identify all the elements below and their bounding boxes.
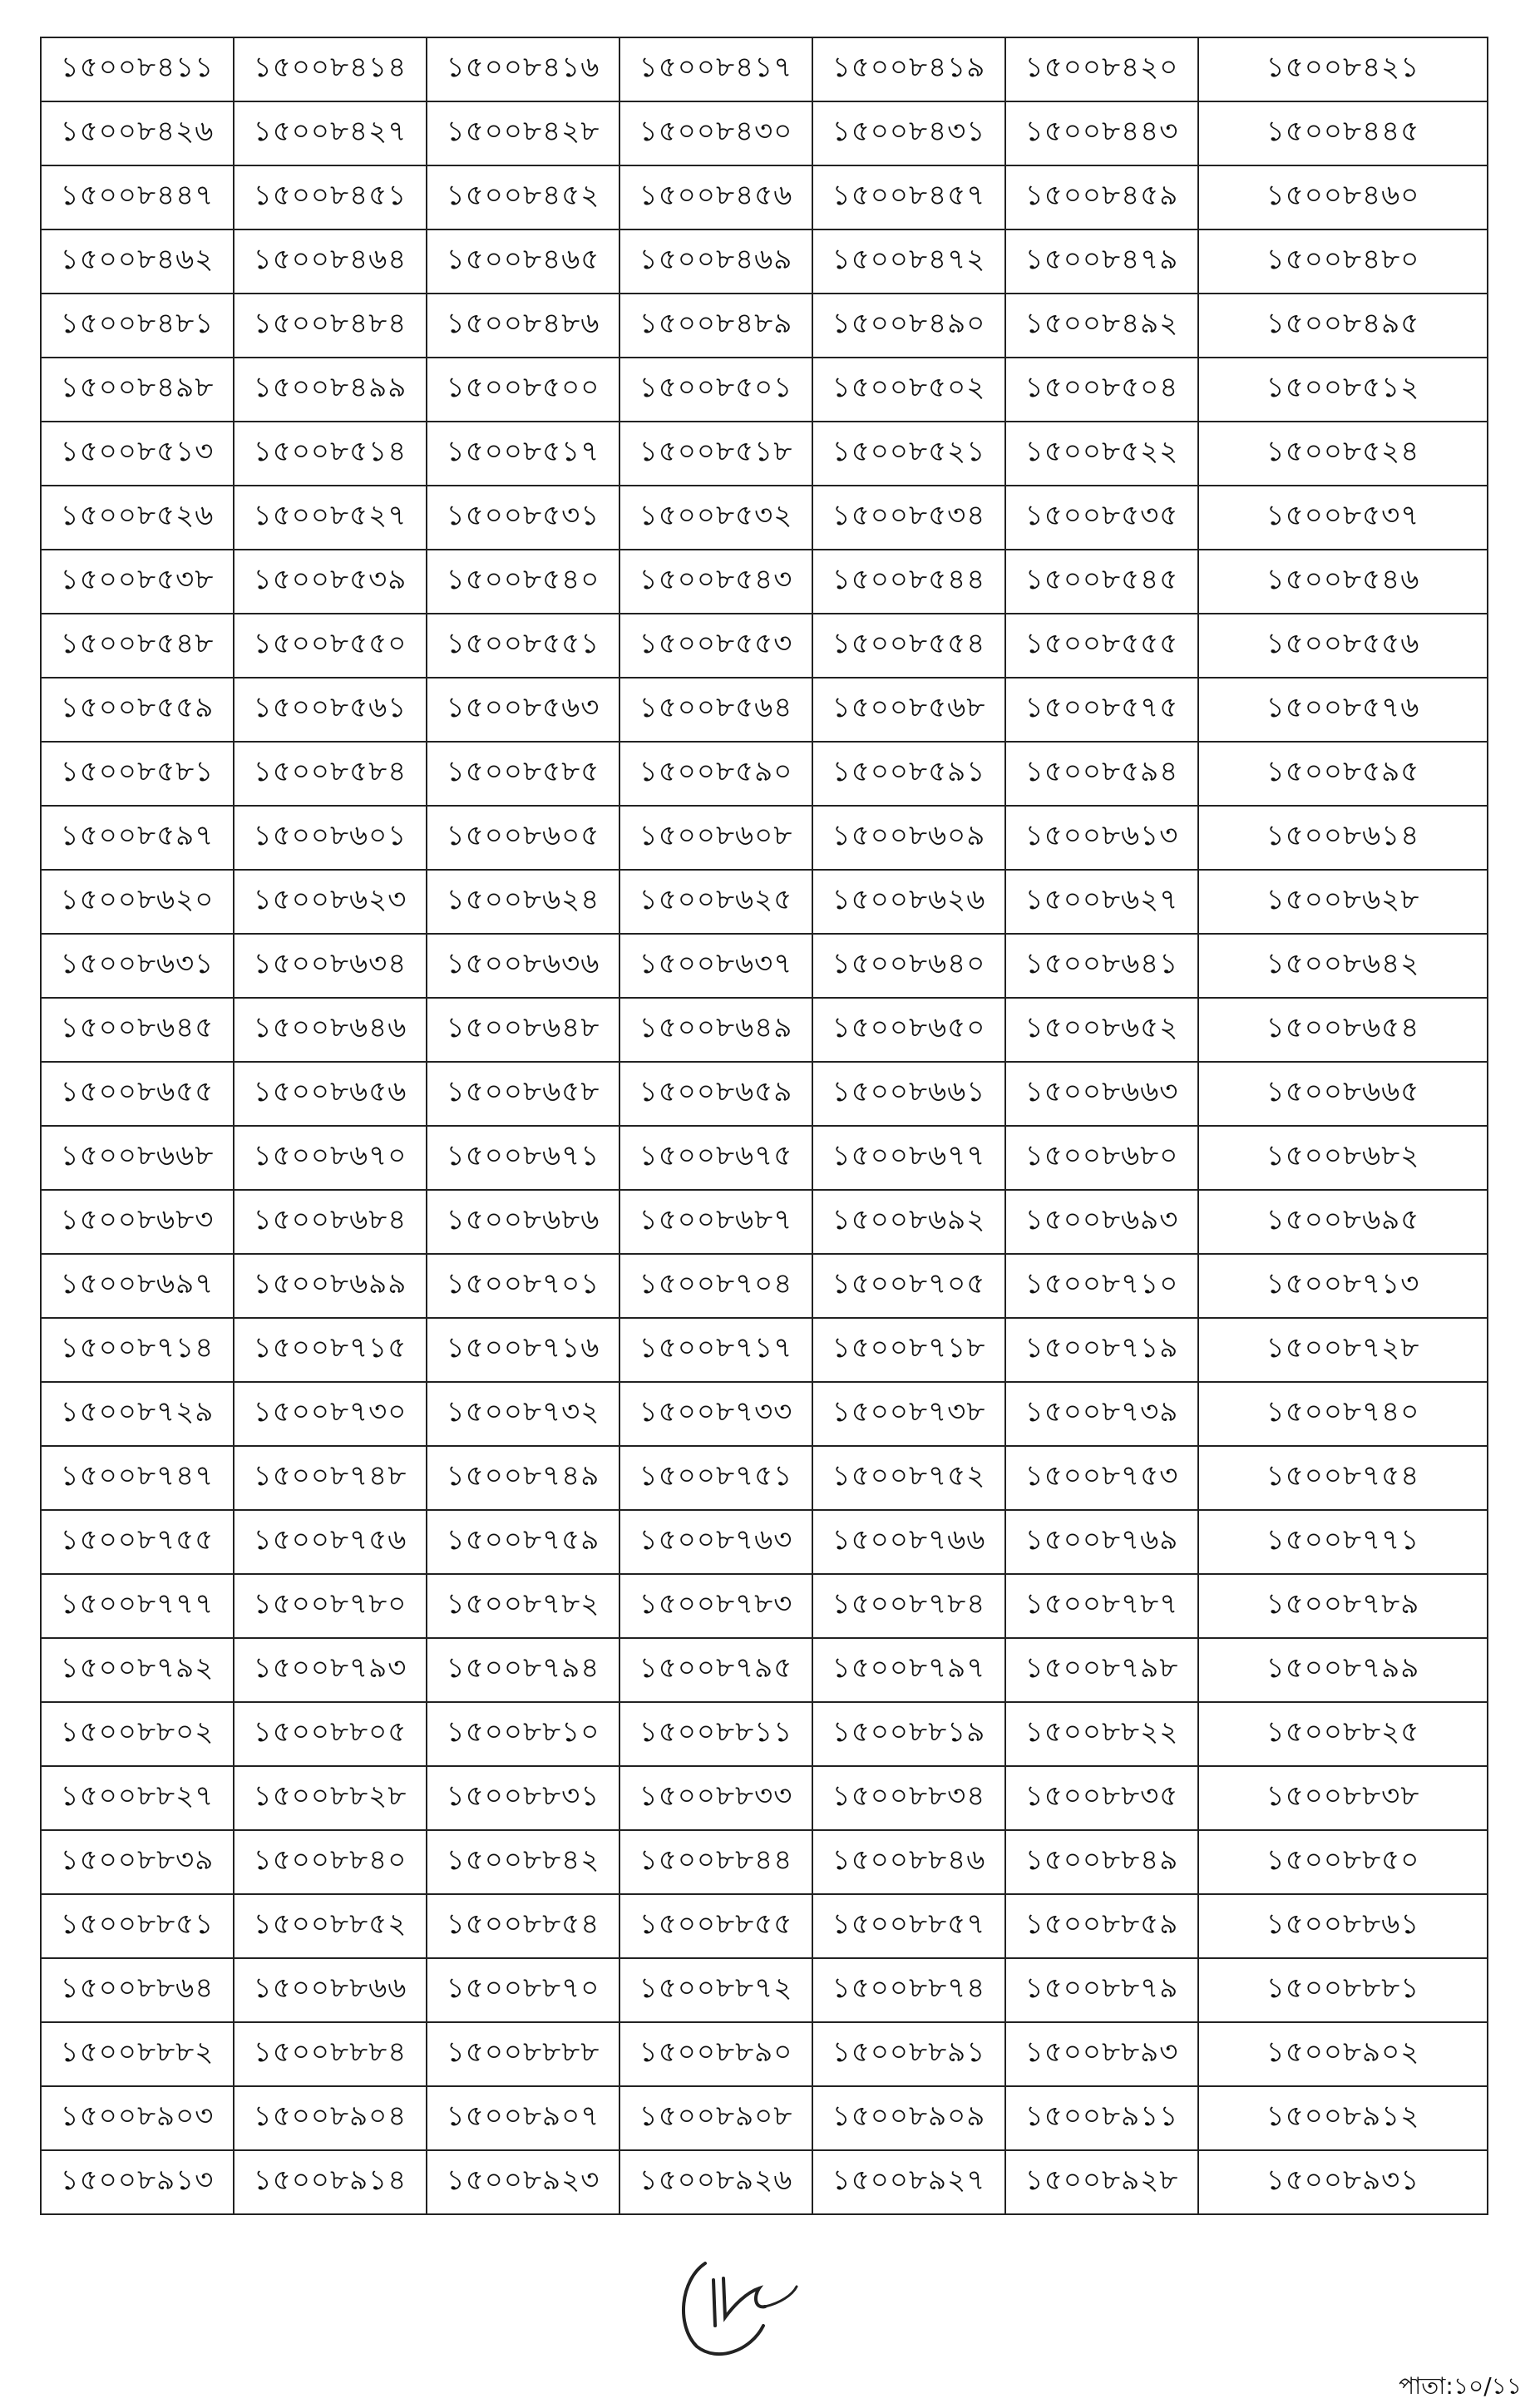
table-row — [41, 742, 1488, 806]
roll-number-cell: ১৫০০৮৪৪৩ — [1005, 101, 1198, 165]
table-row — [41, 1062, 1488, 1126]
roll-number-cell: ১৫০০৮৭৩৮ — [812, 1382, 1005, 1446]
roll-number-cell: ১৫০০৮৬৮৪ — [234, 1190, 427, 1254]
roll-number-cell: ১৫০০৮৬০১ — [234, 806, 427, 870]
roll-number-cell: ১৫০০৮৮৯৩ — [1005, 2022, 1198, 2086]
roll-number-cell: ১৫০০৮৪৩০ — [619, 101, 812, 165]
table-row — [41, 2150, 1488, 2214]
roll-number-cell: ১৫০০৮৮৪০ — [234, 1830, 427, 1894]
roll-number-cell: ১৫০০৮৭৯২ — [41, 1638, 234, 1702]
table-row — [41, 678, 1488, 742]
roll-number-cell: ১৫০০৮৭৯৫ — [619, 1638, 812, 1702]
roll-number-cell: ১৫০০৮৪৯৫ — [1198, 294, 1488, 358]
roll-number-cell: ১৫০০৮৬৮৬ — [427, 1190, 619, 1254]
roll-number-cell: ১৫০০৮৭০৪ — [619, 1254, 812, 1318]
roll-number-cell: ১৫০০৮৯১১ — [1005, 2086, 1198, 2150]
roll-number-cell: ১৫০০৮৬৮৩ — [41, 1190, 234, 1254]
roll-number-cell: ১৫০০৮৭৩০ — [234, 1382, 427, 1446]
table-row — [41, 806, 1488, 870]
roll-number-cell: ১৫০০৮৭৮০ — [234, 1574, 427, 1638]
roll-number-cell: ১৫০০৮৭৮৭ — [1005, 1574, 1198, 1638]
roll-number-cell: ১৫০০৮৪৯২ — [1005, 294, 1198, 358]
roll-number-cell: ১৫০০৮৭৯৯ — [1198, 1638, 1488, 1702]
roll-number-cell: ১৫০০৮৪৬০ — [1198, 165, 1488, 229]
roll-number-cell: ১৫০০৮৫১২ — [1198, 358, 1488, 422]
roll-number-cell: ১৫০০৮৫৫৩ — [619, 614, 812, 678]
roll-number-cell: ১৫০০৮৫৩৯ — [234, 550, 427, 614]
roll-number-cell: ১৫০০৮৯১২ — [1198, 2086, 1488, 2150]
roll-number-cell: ১৫০০৮৪৮৬ — [427, 294, 619, 358]
roll-number-cell: ১৫০০৮৭১৬ — [427, 1318, 619, 1382]
roll-number-cell: ১৫০০৮৪১৪ — [234, 37, 427, 101]
roll-number-cell: ১৫০০৮৪৪৭ — [41, 165, 234, 229]
roll-number-cell: ১৫০০৮৫২৭ — [234, 486, 427, 550]
table-row — [41, 101, 1488, 165]
roll-number-cell: ১৫০০৮৪৩১ — [812, 101, 1005, 165]
roll-number-cell: ১৫০০৮৪৮৪ — [234, 294, 427, 358]
roll-number-cell: ১৫০০৮৪৭৯ — [1005, 229, 1198, 294]
roll-number-cell: ১৫০০৮৮৭৪ — [812, 1958, 1005, 2022]
roll-number-cell: ১৫০০৮৮৭৯ — [1005, 1958, 1198, 2022]
roll-number-cell: ১৫০০৮৪৯৯ — [234, 358, 427, 422]
roll-number-cell: ১৫০০৮৮৮১ — [1198, 1958, 1488, 2022]
roll-number-cell: ১৫০০৮৭৯৭ — [812, 1638, 1005, 1702]
roll-number-cell: ১৫০০৮৮২৭ — [41, 1766, 234, 1830]
roll-number-cell: ১৫০০৮৫৬৪ — [619, 678, 812, 742]
roll-number-cell: ১৫০০৮৮৫১ — [41, 1894, 234, 1958]
roll-number-cell: ১৫০০৮৯১৩ — [41, 2150, 234, 2214]
roll-number-cell: ১৫০০৮৬৩১ — [41, 934, 234, 998]
roll-number-cell: ১৫০০৮৭৬৩ — [619, 1510, 812, 1574]
roll-number-cell: ১৫০০৮৭৫১ — [619, 1446, 812, 1510]
roll-number-cell: ১৫০০৮৮৫৪ — [427, 1894, 619, 1958]
roll-number-cell: ১৫০০৮৭৪৯ — [427, 1446, 619, 1510]
table-row — [41, 294, 1488, 358]
roll-number-cell: ১৫০০৮৮৪২ — [427, 1830, 619, 1894]
roll-number-cell: ১৫০০৮৫৫৬ — [1198, 614, 1488, 678]
table-row — [41, 1894, 1488, 1958]
roll-number-cell: ১৫০০৮৬৬৩ — [1005, 1062, 1198, 1126]
roll-number-cell: ১৫০০৮৪১৯ — [812, 37, 1005, 101]
roll-number-cell: ১৫০০৮৬৪৮ — [427, 998, 619, 1062]
roll-number-cell: ১৫০০৮৭২৮ — [1198, 1318, 1488, 1382]
roll-number-cell: ১৫০০৮৬৬১ — [812, 1062, 1005, 1126]
results-table-container — [40, 37, 1487, 2215]
table-row — [41, 1638, 1488, 1702]
roll-number-cell: ১৫০০৮৭৮৪ — [812, 1574, 1005, 1638]
table-row — [41, 1446, 1488, 1510]
roll-number-cell: ১৫০০৮৬০৫ — [427, 806, 619, 870]
roll-number-cell: ১৫০০৮৫১৭ — [427, 422, 619, 486]
roll-number-cell: ১৫০০৮৬২৪ — [427, 870, 619, 934]
table-row — [41, 422, 1488, 486]
roll-number-cell: ১৫০০৮৫৯০ — [619, 742, 812, 806]
roll-number-cell: ১৫০০৮৭৫২ — [812, 1446, 1005, 1510]
table-row — [41, 165, 1488, 229]
roll-number-cell: ১৫০০৮৬৯৭ — [41, 1254, 234, 1318]
roll-number-cell: ১৫০০৮৬৫৬ — [234, 1062, 427, 1126]
roll-number-cell: ১৫০০৮৮৬৬ — [234, 1958, 427, 2022]
roll-number-cell: ১৫০০৮৮৯০ — [619, 2022, 812, 2086]
roll-number-cell: ১৫০০৮৫৯১ — [812, 742, 1005, 806]
table-row — [41, 486, 1488, 550]
roll-number-cell: ১৫০০৮৫৯৭ — [41, 806, 234, 870]
roll-number-cell: ১৫০০৮৬৫৮ — [427, 1062, 619, 1126]
table-row — [41, 1190, 1488, 1254]
roll-number-cell: ১৫০০৮৮২২ — [1005, 1702, 1198, 1766]
roll-number-cell: ১৫০০৮৪৪৫ — [1198, 101, 1488, 165]
roll-number-cell: ১৫০০৮৯১৪ — [234, 2150, 427, 2214]
roll-number-cell: ১৫০০৮৮৪৬ — [812, 1830, 1005, 1894]
roll-number-cell: ১৫০০৮৭১৫ — [234, 1318, 427, 1382]
roll-number-cell: ১৫০০৮৮৩৯ — [41, 1830, 234, 1894]
roll-number-cell: ১৫০০৮৬৫৯ — [619, 1062, 812, 1126]
roll-number-cell: ১৫০০৮৬৭৫ — [619, 1126, 812, 1190]
roll-number-cell: ১৫০০৮৫০৪ — [1005, 358, 1198, 422]
results-table — [40, 37, 1488, 2215]
roll-number-cell: ১৫০০৮৫৩৮ — [41, 550, 234, 614]
roll-number-cell: ১৫০০৮৫৩১ — [427, 486, 619, 550]
roll-number-cell: ১৫০০৮৬৩৭ — [619, 934, 812, 998]
roll-number-cell: ১৫০০৮৪৫৭ — [812, 165, 1005, 229]
roll-number-cell: ১৫০০৮৮৭২ — [619, 1958, 812, 2022]
roll-number-cell: ১৫০০৮৪৫১ — [234, 165, 427, 229]
roll-number-cell: ১৫০০৮৮৩৫ — [1005, 1766, 1198, 1830]
roll-number-cell: ১৫০০৮৫৫১ — [427, 614, 619, 678]
roll-number-cell: ১৫০০৮৭১০ — [1005, 1254, 1198, 1318]
roll-number-cell: ১৫০০৮৫৪৮ — [41, 614, 234, 678]
roll-number-cell: ১৫০০৮৫৪৩ — [619, 550, 812, 614]
roll-number-cell: ১৫০০৮৬২৭ — [1005, 870, 1198, 934]
roll-number-cell: ১৫০০৮৭৩২ — [427, 1382, 619, 1446]
roll-number-cell: ১৫০০৮৮৫৫ — [619, 1894, 812, 1958]
roll-number-cell: ১৫০০৮৭৫৬ — [234, 1510, 427, 1574]
roll-number-cell: ১৫০০৮৮৬১ — [1198, 1894, 1488, 1958]
roll-number-cell: ১৫০০৮৬৩৬ — [427, 934, 619, 998]
roll-number-cell: ১৫০০৮৪৮৯ — [619, 294, 812, 358]
roll-number-cell: ১৫০০৮৮৩৮ — [1198, 1766, 1488, 1830]
table-row — [41, 934, 1488, 998]
roll-number-cell: ১৫০০৮৭১৮ — [812, 1318, 1005, 1382]
table-row — [41, 1126, 1488, 1190]
roll-number-cell: ১৫০০৮৬৪২ — [1198, 934, 1488, 998]
roll-number-cell: ১৫০০৮৭৯৮ — [1005, 1638, 1198, 1702]
roll-number-cell: ১৫০০৮৫৫৪ — [812, 614, 1005, 678]
roll-number-cell: ১৫০০৮৪২৮ — [427, 101, 619, 165]
roll-number-cell: ১৫০০৮৮৫৯ — [1005, 1894, 1198, 1958]
table-row — [41, 1830, 1488, 1894]
roll-number-cell: ১৫০০৮৪৫৯ — [1005, 165, 1198, 229]
table-row — [41, 1382, 1488, 1446]
roll-number-cell: ১৫০০৮৭৫৯ — [427, 1510, 619, 1574]
roll-number-cell: ১৫০০৮৫৮৪ — [234, 742, 427, 806]
roll-number-cell: ১৫০০৮৮৪৪ — [619, 1830, 812, 1894]
roll-number-cell: ১৫০০৮৬৫৪ — [1198, 998, 1488, 1062]
roll-number-cell: ১৫০০৮৫২৪ — [1198, 422, 1488, 486]
roll-number-cell: ১৫০০৮৭১৩ — [1198, 1254, 1488, 1318]
roll-number-cell: ১৫০০৮৯২৩ — [427, 2150, 619, 2214]
roll-number-cell: ১৫০০৮৯০২ — [1198, 2022, 1488, 2086]
roll-number-cell: ১৫০০৮৬২৮ — [1198, 870, 1488, 934]
roll-number-cell: ১৫০০৮৮৩৩ — [619, 1766, 812, 1830]
roll-number-cell: ১৫০০৮৬৯২ — [812, 1190, 1005, 1254]
roll-number-cell: ১৫০০৮৯৩১ — [1198, 2150, 1488, 2214]
roll-number-cell: ১৫০০৮৪৭২ — [812, 229, 1005, 294]
roll-number-cell: ১৫০০৮৫৫৯ — [41, 678, 234, 742]
roll-number-cell: ১৫০০৮৪৬৪ — [234, 229, 427, 294]
roll-number-cell: ১৫০০৮৭৭৭ — [41, 1574, 234, 1638]
roll-number-cell: ১৫০০৮৪২০ — [1005, 37, 1198, 101]
roll-number-cell: ১৫০০৮৬৯৯ — [234, 1254, 427, 1318]
table-row — [41, 2086, 1488, 2150]
roll-number-cell: ১৫০০৮৬০৮ — [619, 806, 812, 870]
roll-number-cell: ১৫০০৮৬১৪ — [1198, 806, 1488, 870]
roll-number-cell: ১৫০০৮৫৬৮ — [812, 678, 1005, 742]
roll-number-cell: ১৫০০৮৭৯৩ — [234, 1638, 427, 1702]
roll-number-cell: ১৫০০৮৭০৫ — [812, 1254, 1005, 1318]
roll-number-cell: ১৫০০৮৭৫৫ — [41, 1510, 234, 1574]
roll-number-cell: ১৫০০৮৫৫০ — [234, 614, 427, 678]
roll-number-cell: ১৫০০৮৬৮২ — [1198, 1126, 1488, 1190]
roll-number-cell: ১৫০০৮৯০৩ — [41, 2086, 234, 2150]
table-row — [41, 870, 1488, 934]
table-row — [41, 37, 1488, 101]
roll-number-cell: ১৫০০৮৭৮৯ — [1198, 1574, 1488, 1638]
roll-number-cell: ১৫০০৮৫২৬ — [41, 486, 234, 550]
page-number: পাতা:১০/১১ — [1399, 2372, 1522, 2400]
roll-number-cell: ১৫০০৮৯২৮ — [1005, 2150, 1198, 2214]
roll-number-cell: ১৫০০৮৭৯৪ — [427, 1638, 619, 1702]
roll-number-cell: ১৫০০৮৫২২ — [1005, 422, 1198, 486]
roll-number-cell: ১৫০০৮৮৩৪ — [812, 1766, 1005, 1830]
roll-number-cell: ১৫০০৮৬৬৮ — [41, 1126, 234, 1190]
roll-number-cell: ১৫০০৮৮৭০ — [427, 1958, 619, 2022]
roll-number-cell: ১৫০০৮৪৬২ — [41, 229, 234, 294]
roll-number-cell: ১৫০০৮৭৬৯ — [1005, 1510, 1198, 1574]
roll-number-cell: ১৫০০৮৫৪৬ — [1198, 550, 1488, 614]
roll-number-cell: ১৫০০৮৮১৯ — [812, 1702, 1005, 1766]
roll-number-cell: ১৫০০৮৯০৪ — [234, 2086, 427, 2150]
roll-number-cell: ১৫০০৮৮০২ — [41, 1702, 234, 1766]
roll-number-cell: ১৫০০৮৬৪১ — [1005, 934, 1198, 998]
roll-number-cell: ১৫০০৮৪৬৯ — [619, 229, 812, 294]
roll-number-cell: ১৫০০৮৫১৪ — [234, 422, 427, 486]
roll-number-cell: ১৫০০৮৬৪৫ — [41, 998, 234, 1062]
table-row — [41, 998, 1488, 1062]
roll-number-cell: ১৫০০৮৮৯১ — [812, 2022, 1005, 2086]
roll-number-cell: ১৫০০৮৪১৭ — [619, 37, 812, 101]
roll-number-cell: ১৫০০৮৫৩৫ — [1005, 486, 1198, 550]
roll-number-cell: ১৫০০৮৭১৭ — [619, 1318, 812, 1382]
roll-number-cell: ১৫০০৮৫৮৫ — [427, 742, 619, 806]
roll-number-cell: ১৫০০৮৪৮০ — [1198, 229, 1488, 294]
roll-number-cell: ১৫০০৮৭৭১ — [1198, 1510, 1488, 1574]
roll-number-cell: ১৫০০৮৬৪৬ — [234, 998, 427, 1062]
roll-number-cell: ১৫০০৮৬৬৫ — [1198, 1062, 1488, 1126]
roll-number-cell: ১৫০০৮৫৩২ — [619, 486, 812, 550]
table-row — [41, 1574, 1488, 1638]
roll-number-cell: ১৫০০৮৮৮২ — [41, 2022, 234, 2086]
roll-number-cell: ১৫০০৮৬১৩ — [1005, 806, 1198, 870]
roll-number-cell: ১৫০০৮৫০১ — [619, 358, 812, 422]
roll-number-cell: ১৫০০৮৪৬৫ — [427, 229, 619, 294]
roll-number-cell: ১৫০০৮৬২০ — [41, 870, 234, 934]
roll-number-cell: ১৫০০৮৪২৬ — [41, 101, 234, 165]
table-row — [41, 614, 1488, 678]
roll-number-cell: ১৫০০৮৪৫৬ — [619, 165, 812, 229]
roll-number-cell: ১৫০০৮৮৬৪ — [41, 1958, 234, 2022]
roll-number-cell: ১৫০০৮৬২৫ — [619, 870, 812, 934]
roll-number-cell: ১৫০০৮৭৩৩ — [619, 1382, 812, 1446]
roll-number-cell: ১৫০০৮৬৭০ — [234, 1126, 427, 1190]
roll-number-cell: ১৫০০৮৬৯৩ — [1005, 1190, 1198, 1254]
roll-number-cell: ১৫০০৮৫৯৫ — [1198, 742, 1488, 806]
roll-number-cell: ১৫০০৮৬২৬ — [812, 870, 1005, 934]
table-row — [41, 1958, 1488, 2022]
roll-number-cell: ১৫০০৮৭৫৪ — [1198, 1446, 1488, 1510]
roll-number-cell: ১৫০০৮৮৫২ — [234, 1894, 427, 1958]
table-row — [41, 358, 1488, 422]
roll-number-cell: ১৫০০৮৬৪০ — [812, 934, 1005, 998]
roll-number-cell: ১৫০০৮৭৬৬ — [812, 1510, 1005, 1574]
roll-number-cell: ১৫০০৮৫১৮ — [619, 422, 812, 486]
roll-number-cell: ১৫০০৮৯২৬ — [619, 2150, 812, 2214]
roll-number-cell: ১৫০০৮৫০০ — [427, 358, 619, 422]
roll-number-cell: ১৫০০৮৪৮১ — [41, 294, 234, 358]
roll-number-cell: ১৫০০৮৭৮৩ — [619, 1574, 812, 1638]
roll-number-cell: ১৫০০৮৯০৯ — [812, 2086, 1005, 2150]
roll-number-cell: ১৫০০৮৫৯৪ — [1005, 742, 1198, 806]
roll-number-cell: ১৫০০৮৭৫৩ — [1005, 1446, 1198, 1510]
roll-number-cell: ১৫০০৮৫৪৫ — [1005, 550, 1198, 614]
roll-number-cell: ১৫০০৮৫৩৭ — [1198, 486, 1488, 550]
handwritten-signature-icon — [672, 2247, 805, 2363]
table-row — [41, 1510, 1488, 1574]
roll-number-cell: ১৫০০৮৬৫২ — [1005, 998, 1198, 1062]
roll-number-cell: ১৫০০৮৮৪৯ — [1005, 1830, 1198, 1894]
roll-number-cell: ১৫০০৮৯২৭ — [812, 2150, 1005, 2214]
table-row — [41, 1318, 1488, 1382]
roll-number-cell: ১৫০০৮৯০৭ — [427, 2086, 619, 2150]
roll-number-cell: ১৫০০৮৭১৪ — [41, 1318, 234, 1382]
roll-number-cell: ১৫০০৮৮৮৮ — [427, 2022, 619, 2086]
roll-number-cell: ১৫০০৮৭১৯ — [1005, 1318, 1198, 1382]
roll-number-cell: ১৫০০৮৮০৫ — [234, 1702, 427, 1766]
roll-number-cell: ১৫০০৮৬৭১ — [427, 1126, 619, 1190]
roll-number-cell: ১৫০০৮৫২১ — [812, 422, 1005, 486]
roll-number-cell: ১৫০০৮৫৩৪ — [812, 486, 1005, 550]
roll-number-cell: ১৫০০৮৮২৮ — [234, 1766, 427, 1830]
roll-number-cell: ১৫০০৮৫৫৫ — [1005, 614, 1198, 678]
roll-number-cell: ১৫০০৮৪২৭ — [234, 101, 427, 165]
roll-number-cell: ১৫০০৮৬৯৫ — [1198, 1190, 1488, 1254]
roll-number-cell: ১৫০০৮৫৪০ — [427, 550, 619, 614]
roll-number-cell: ১৫০০৮৬৭৭ — [812, 1126, 1005, 1190]
table-row — [41, 229, 1488, 294]
roll-number-cell: ১৫০০৮৫৬১ — [234, 678, 427, 742]
roll-number-cell: ১৫০০৮৪৯০ — [812, 294, 1005, 358]
roll-number-cell: ১৫০০৮৬৩৪ — [234, 934, 427, 998]
roll-number-cell: ১৫০০৮৪২১ — [1198, 37, 1488, 101]
roll-number-cell: ১৫০০৮৪১১ — [41, 37, 234, 101]
table-row — [41, 2022, 1488, 2086]
roll-number-cell: ১৫০০৮৫৭৫ — [1005, 678, 1198, 742]
roll-number-cell: ১৫০০৮৬৪৯ — [619, 998, 812, 1062]
roll-number-cell: ১৫০০৮৬০৯ — [812, 806, 1005, 870]
roll-number-cell: ১৫০০৮৬৫০ — [812, 998, 1005, 1062]
roll-number-cell: ১৫০০৮৮৫৭ — [812, 1894, 1005, 1958]
roll-number-cell: ১৫০০৮৫৬৩ — [427, 678, 619, 742]
roll-number-cell: ১৫০০৮৭৪০ — [1198, 1382, 1488, 1446]
roll-number-cell: ১৫০০৮৫০২ — [812, 358, 1005, 422]
roll-number-cell: ১৫০০৮৮৮৪ — [234, 2022, 427, 2086]
roll-number-cell: ১৫০০৮৫১৩ — [41, 422, 234, 486]
roll-number-cell: ১৫০০৮৮৩১ — [427, 1766, 619, 1830]
roll-number-cell: ১৫০০৮৭৪৭ — [41, 1446, 234, 1510]
roll-number-cell: ১৫০০৮৯০৮ — [619, 2086, 812, 2150]
roll-number-cell: ১৫০০৮৭০১ — [427, 1254, 619, 1318]
table-row — [41, 550, 1488, 614]
roll-number-cell: ১৫০০৮৮২৫ — [1198, 1702, 1488, 1766]
table-row — [41, 1766, 1488, 1830]
roll-number-cell: ১৫০০৮৪১৬ — [427, 37, 619, 101]
roll-number-cell: ১৫০০৮৪৯৮ — [41, 358, 234, 422]
roll-number-cell: ১৫০০৮৪৫২ — [427, 165, 619, 229]
table-row — [41, 1702, 1488, 1766]
roll-number-cell: ১৫০০৮৮৫০ — [1198, 1830, 1488, 1894]
roll-number-cell: ১৫০০৮৬৮০ — [1005, 1126, 1198, 1190]
roll-number-cell: ১৫০০৮৮১১ — [619, 1702, 812, 1766]
table-row — [41, 1254, 1488, 1318]
roll-number-cell: ১৫০০৮৬২৩ — [234, 870, 427, 934]
results-table-body — [41, 37, 1488, 2214]
roll-number-cell: ১৫০০৮৫৮১ — [41, 742, 234, 806]
roll-number-cell: ১৫০০৮৭৪৮ — [234, 1446, 427, 1510]
roll-number-cell: ১৫০০৮৭৮২ — [427, 1574, 619, 1638]
roll-number-cell: ১৫০০৮৫৪৪ — [812, 550, 1005, 614]
roll-number-cell: ১৫০০৮৭৩৯ — [1005, 1382, 1198, 1446]
roll-number-cell: ১৫০০৮৬৮৭ — [619, 1190, 812, 1254]
roll-number-cell: ১৫০০৮৭২৯ — [41, 1382, 234, 1446]
roll-number-cell: ১৫০০৮৬৫৫ — [41, 1062, 234, 1126]
roll-number-cell: ১৫০০৮৮১০ — [427, 1702, 619, 1766]
roll-number-cell: ১৫০০৮৫৭৬ — [1198, 678, 1488, 742]
